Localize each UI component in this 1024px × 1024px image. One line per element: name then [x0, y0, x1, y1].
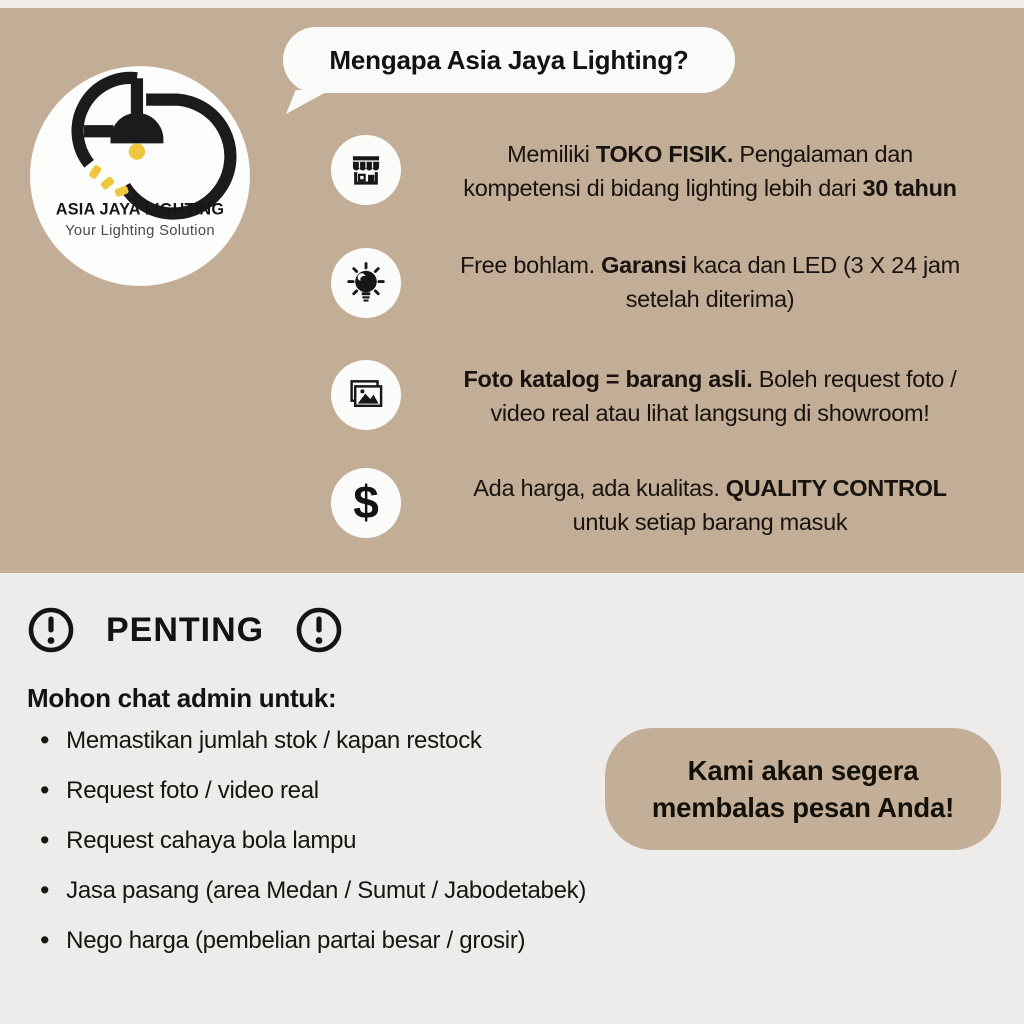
- top-strip: [0, 0, 1024, 8]
- reply-promise-box: [605, 728, 1001, 850]
- title-speech-bubble: [283, 27, 735, 93]
- important-header: [26, 605, 344, 655]
- feature-icon-circle: [331, 468, 401, 538]
- feature-icon-circle: [331, 360, 401, 430]
- dollar-icon: $: [353, 476, 379, 528]
- important-subtitle: Mohon chat admin untuk:: [27, 683, 337, 713]
- important-section: [0, 573, 1024, 1024]
- feature-text: Memiliki TOKO FISIK. Pengalaman dan kompetensi di bidang lighting lebih dari 30 tahun: [463, 141, 957, 201]
- feature-text: Foto katalog = barang asli. Boleh request foto / video real atau lihat langsung di showroom!: [463, 366, 957, 426]
- lightbulb-icon: [343, 260, 389, 306]
- reply-box-line2: membalas pesan Anda!: [651, 792, 955, 823]
- important-title: PENTING: [106, 610, 265, 649]
- list-item: • Memastikan jumlah stok / kapan restock: [40, 716, 586, 766]
- logo-tagline: Your Lighting Solution: [65, 223, 215, 240]
- feature-icon-circle: [331, 135, 401, 205]
- reply-box-line1: Kami akan segera: [687, 755, 919, 786]
- exclamation-circle-icon: [294, 605, 344, 655]
- chat-admin-list: [40, 716, 586, 966]
- brand-logo: [28, 62, 252, 290]
- feature-text: Free bohlam. Garansi kaca dan LED (3 X 24 jam setelah diterima): [460, 252, 960, 312]
- pendant-lamp-monogram-icon: [28, 62, 252, 290]
- page-title: Mengapa Asia Jaya Lighting?: [329, 44, 689, 75]
- logo-name: ASIA JAYA LIGHTING: [55, 200, 225, 219]
- exclamation-circle-icon: [26, 605, 76, 655]
- list-item: • Jasa pasang (area Medan / Sumut / Jabodetabek): [40, 866, 586, 916]
- hero-section: [0, 8, 1024, 573]
- storefront-icon: [344, 148, 388, 192]
- list-item: • Request foto / video real: [40, 766, 586, 816]
- list-item: • Nego harga (pembelian partai besar / grosir): [40, 916, 586, 966]
- speech-bubble-tail: [286, 90, 330, 114]
- feature-text: Ada harga, ada kualitas. QUALITY CONTROL untuk setiap barang masuk: [473, 475, 947, 535]
- photos-icon: [343, 372, 389, 418]
- list-item: • Request cahaya bola lampu: [40, 816, 586, 866]
- feature-icon-circle: [331, 248, 401, 318]
